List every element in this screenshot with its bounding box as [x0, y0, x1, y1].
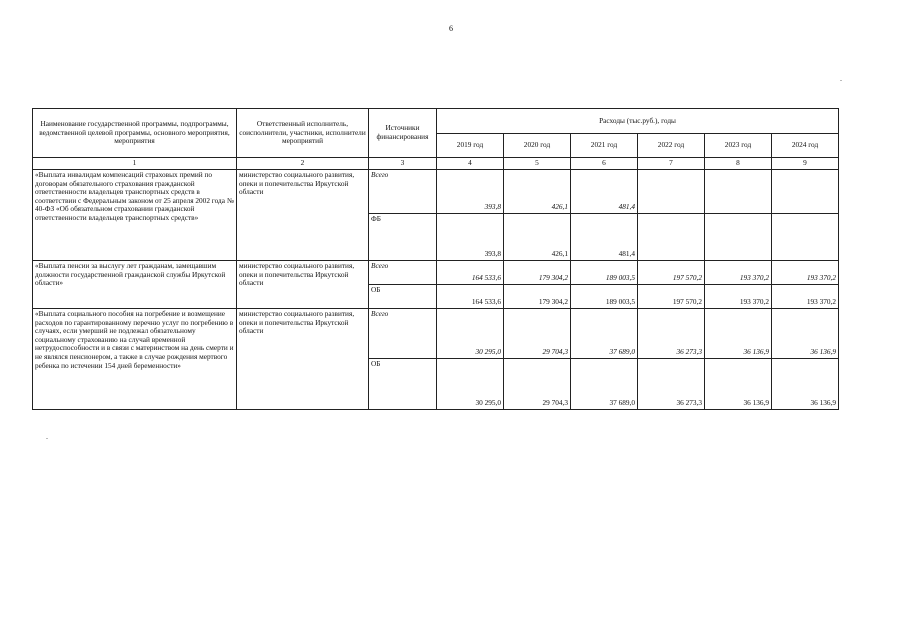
- year-header: 2022 год: [638, 134, 705, 158]
- total-value: 481,4: [571, 170, 638, 214]
- table-row: [33, 170, 839, 214]
- total-value: 36 136,9: [705, 309, 772, 359]
- column-number: 4: [437, 158, 504, 170]
- source-value: 179 304,2: [504, 285, 571, 309]
- total-value: [705, 170, 772, 214]
- source-value: 30 295,0: [437, 359, 504, 410]
- header-name: Наименование государственной программы, подпрограммы, ведомственной целевой программы, основного мероприятия, мероприятия: [33, 109, 237, 158]
- source-value: 193 370,2: [772, 285, 839, 309]
- source-value: 193 370,2: [705, 285, 772, 309]
- table-row: [33, 261, 839, 285]
- column-number: 7: [638, 158, 705, 170]
- source-value: 29 704,3: [504, 359, 571, 410]
- row-total-label: Всего: [369, 261, 437, 285]
- row-source-label: ОБ: [369, 285, 437, 309]
- total-value: 29 704,3: [504, 309, 571, 359]
- source-value: [638, 214, 705, 261]
- page-number: 6: [449, 24, 453, 33]
- total-value: 36 273,3: [638, 309, 705, 359]
- year-header: 2023 год: [705, 134, 772, 158]
- column-number: 5: [504, 158, 571, 170]
- source-value: 393,8: [437, 214, 504, 261]
- column-number: 2: [237, 158, 369, 170]
- row-name: «Выплата инвалидам компенсаций страховых премий по договорам обязательного страхования гражданской ответственности владельцев транспортных средств в соответствии с Федеральным законом от 25 апреля 2002 года № 40-ФЗ «Об обязательном страховании гражданской ответственности владельцев транспортных средств»: [33, 170, 237, 261]
- source-value: 36 136,9: [772, 359, 839, 410]
- year-header: 2019 год: [437, 134, 504, 158]
- total-value: 426,1: [504, 170, 571, 214]
- source-value: 189 003,5: [571, 285, 638, 309]
- total-value: 179 304,2: [504, 261, 571, 285]
- total-value: 193 370,2: [772, 261, 839, 285]
- row-total-label: Всего: [369, 309, 437, 359]
- total-value: 193 370,2: [705, 261, 772, 285]
- total-value: 36 136,9: [772, 309, 839, 359]
- row-source-label: ФБ: [369, 214, 437, 261]
- header-expenses: Расходы (тыс.руб.), годы: [437, 109, 839, 134]
- row-executor: министерство социального развития, опеки и попечительства Иркутской области: [237, 170, 369, 261]
- table-row: [33, 309, 839, 359]
- year-header: 2021 год: [571, 134, 638, 158]
- row-executor: министерство социального развития, опеки и попечительства Иркутской области: [237, 261, 369, 309]
- total-value: 197 570,2: [638, 261, 705, 285]
- row-source-label: ОБ: [369, 359, 437, 410]
- header-source: Источники финансирования: [369, 109, 437, 158]
- total-value: 164 533,6: [437, 261, 504, 285]
- column-number: 8: [705, 158, 772, 170]
- source-value: 36 273,3: [638, 359, 705, 410]
- total-value: 30 295,0: [437, 309, 504, 359]
- source-value: 37 689,0: [571, 359, 638, 410]
- total-value: 393,8: [437, 170, 504, 214]
- column-number: 1: [33, 158, 237, 170]
- column-numbers-row: [33, 158, 839, 170]
- total-value: [772, 170, 839, 214]
- total-value: [638, 170, 705, 214]
- expenses-table: [32, 108, 839, 410]
- year-header: 2024 год: [772, 134, 839, 158]
- column-number: 9: [772, 158, 839, 170]
- row-executor: министерство социального развития, опеки и попечительства Иркутской области: [237, 309, 369, 410]
- column-number: 6: [571, 158, 638, 170]
- total-value: 37 689,0: [571, 309, 638, 359]
- total-value: 189 003,5: [571, 261, 638, 285]
- row-name: «Выплата социального пособия на погребение и возмещение расходов по гарантированному перечню услуг по погребению в случаях, если умерший не подлежал обязательному социальному страхованию на случай временной нетрудоспособности и в связи с материнством на день смерти и не являлся пенсионером, а также в случае рождения мертвого ребенка по истечении 154 дней беременности»: [33, 309, 237, 410]
- source-value: [705, 214, 772, 261]
- column-number: 3: [369, 158, 437, 170]
- row-name: «Выплата пенсии за выслугу лет гражданам, замещавшим должности государственной гражданской службы Иркутской области»: [33, 261, 237, 309]
- source-value: 481,4: [571, 214, 638, 261]
- source-value: 164 533,6: [437, 285, 504, 309]
- row-total-label: Всего: [369, 170, 437, 214]
- source-value: [772, 214, 839, 261]
- scan-speck: [840, 80, 842, 81]
- scan-speck: [46, 438, 48, 439]
- header-executor: Ответственный исполнитель, соисполнители, участники, исполнители мероприятий: [237, 109, 369, 158]
- header-row: [33, 109, 839, 134]
- source-value: 197 570,2: [638, 285, 705, 309]
- source-value: 36 136,9: [705, 359, 772, 410]
- source-value: 426,1: [504, 214, 571, 261]
- year-header: 2020 год: [504, 134, 571, 158]
